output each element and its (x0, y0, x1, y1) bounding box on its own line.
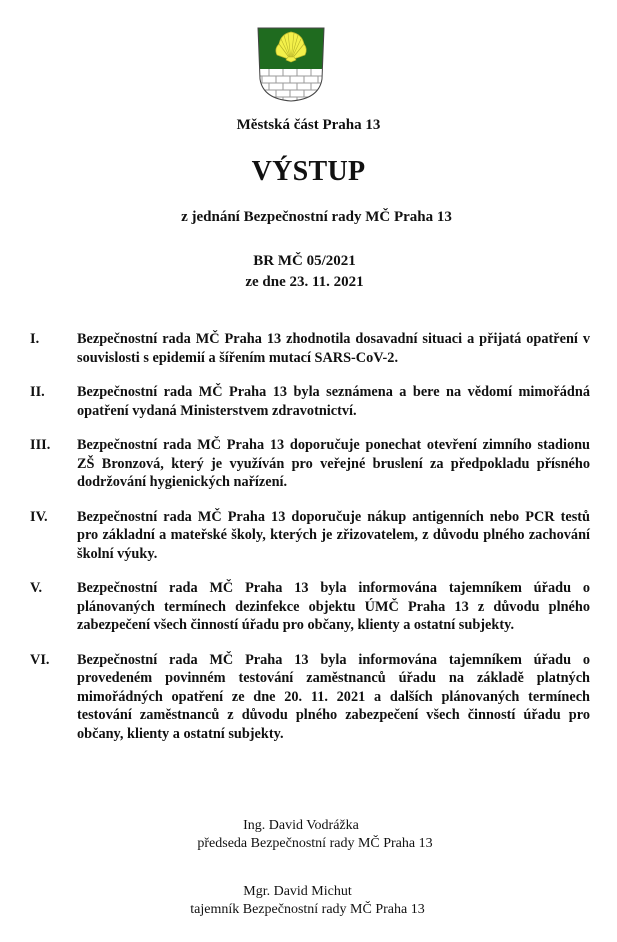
signature-chairman (180, 817, 450, 853)
meeting-date: ze dne 23. 11. 2021 (245, 274, 364, 290)
signatory-role: tajemník Bezpečnostní rady MČ Praha 13 (190, 902, 425, 917)
item-number: II. (30, 384, 45, 400)
item-text: Bezpečnostní rada MČ Praha 13 byla informována tajemníkem úřadu o provedeném povinném testování zaměstnanců úřadu na základě platných mimořádných opatření ze dne 20. 11. 2021 a dalších plánovaných termínech testování zaměstnanců z důvodu plného zabezpečení všech činností úřadu pro občany, klienty a ostatní subjekty. (77, 651, 590, 742)
resolution-list (30, 330, 590, 759)
item-number: VI. (30, 651, 50, 668)
signatory-name: Mgr. David Michut (243, 884, 352, 899)
resolution-item (30, 330, 590, 367)
item-number: I. (30, 331, 40, 347)
resolution-item (30, 383, 590, 420)
item-text: Bezpečnostní rada MČ Praha 13 byla seznámena a bere na vědomí mimořádná opatření vydaná Ministerstvem zdravotnictví. (77, 384, 590, 419)
coat-of-arms-icon (257, 27, 325, 102)
resolution-item (30, 508, 590, 564)
item-text: Bezpečnostní rada MČ Praha 13 doporučuje nákup antigenních nebo PCR testů pro základní a mateřské školy, kterých je zřizovatelem, z důvodu plného zachování školní výuky. (77, 508, 590, 562)
reference-number: BR MČ 05/2021 (253, 253, 356, 269)
item-text: Bezpečnostní rada MČ Praha 13 doporučuje ponechat otevření zimního stadionu ZŠ Bronzová, který je využíván pro veřejné bruslení za předpokladu přísného dodržování hygienických nařízení. (77, 437, 590, 490)
signature-secretary (170, 883, 445, 919)
item-number: IV. (30, 508, 48, 525)
resolution-item (30, 436, 590, 492)
resolution-item (30, 579, 590, 635)
document-title: VÝSTUP (251, 156, 366, 187)
item-number: III. (30, 437, 51, 453)
item-text: Bezpečnostní rada MČ Praha 13 byla informována tajemníkem úřadu o plánovaných termínech dezinfekce objektu ÚMČ Praha 13 z důvodu plného zabezpečení všech činností úřadu pro občany, klienty a ostatní subjekty. (77, 580, 590, 633)
signatory-name: Ing. David Vodrážka (243, 818, 359, 833)
organization-name: Městská část Praha 13 (236, 117, 381, 133)
signatory-role: předseda Bezpečnostní rady MČ Praha 13 (197, 836, 433, 851)
resolution-item (30, 651, 590, 744)
item-number: V. (30, 580, 43, 596)
item-text: Bezpečnostní rada MČ Praha 13 zhodnotila dosavadní situaci a přijatá opatření v souvislosti s epidemií a šířením mutací SARS-CoV-2. (77, 331, 590, 366)
document-subtitle: z jednání Bezpečnostní rady MČ Praha 13 (181, 209, 452, 225)
